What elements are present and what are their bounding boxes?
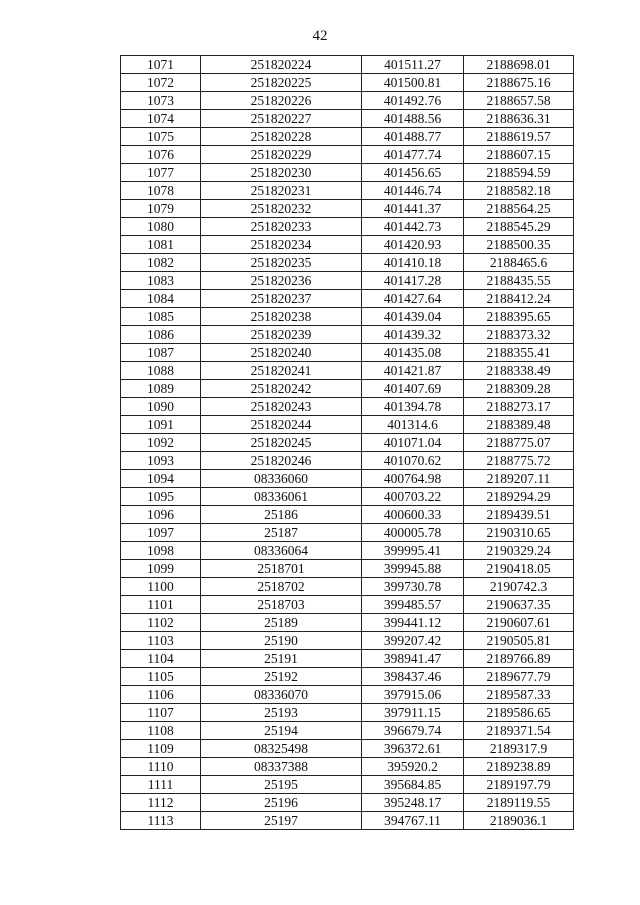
x-coordinate-cell: 398941.47: [362, 650, 464, 668]
table-row: [121, 92, 574, 110]
table-row: [121, 740, 574, 758]
table-row: [121, 578, 574, 596]
x-coordinate-cell: 400764.98: [362, 470, 464, 488]
x-coordinate-cell: 399995.41: [362, 542, 464, 560]
table-row: [121, 164, 574, 182]
x-coordinate-cell: 395684.85: [362, 776, 464, 794]
table-row: [121, 812, 574, 830]
y-coordinate-cell: 2188675.16: [464, 74, 574, 92]
y-coordinate-cell: 2188775.07: [464, 434, 574, 452]
point-id-cell: 251820246: [201, 452, 362, 470]
y-coordinate-cell: 2188619.57: [464, 128, 574, 146]
y-coordinate-cell: 2189766.89: [464, 650, 574, 668]
table-row: [121, 596, 574, 614]
x-coordinate-cell: 399945.88: [362, 560, 464, 578]
point-id-cell: 251820240: [201, 344, 362, 362]
table-row: [121, 146, 574, 164]
table-row: [121, 794, 574, 812]
row-number-cell: 1107: [121, 704, 201, 722]
point-id-cell: 25197: [201, 812, 362, 830]
table-row: [121, 488, 574, 506]
table-body: [121, 56, 574, 830]
point-id-cell: 25195: [201, 776, 362, 794]
point-id-cell: 08325498: [201, 740, 362, 758]
y-coordinate-cell: 2189586.65: [464, 704, 574, 722]
y-coordinate-cell: 2188564.25: [464, 200, 574, 218]
x-coordinate-cell: 399441.12: [362, 614, 464, 632]
row-number-cell: 1112: [121, 794, 201, 812]
point-id-cell: 25193: [201, 704, 362, 722]
point-id-cell: 251820234: [201, 236, 362, 254]
point-id-cell: 251820236: [201, 272, 362, 290]
x-coordinate-cell: 401488.77: [362, 128, 464, 146]
row-number-cell: 1096: [121, 506, 201, 524]
point-id-cell: 2518701: [201, 560, 362, 578]
table-row: [121, 452, 574, 470]
row-number-cell: 1111: [121, 776, 201, 794]
y-coordinate-cell: 2188607.15: [464, 146, 574, 164]
point-id-cell: 25189: [201, 614, 362, 632]
point-id-cell: 08336064: [201, 542, 362, 560]
table-row: [121, 182, 574, 200]
row-number-cell: 1085: [121, 308, 201, 326]
row-number-cell: 1088: [121, 362, 201, 380]
table-row: [121, 704, 574, 722]
table-row: [121, 218, 574, 236]
x-coordinate-cell: 397915.06: [362, 686, 464, 704]
point-id-cell: 251820235: [201, 254, 362, 272]
x-coordinate-cell: 401314.6: [362, 416, 464, 434]
y-coordinate-cell: 2189238.89: [464, 758, 574, 776]
x-coordinate-cell: 401410.18: [362, 254, 464, 272]
y-coordinate-cell: 2189036.1: [464, 812, 574, 830]
point-id-cell: 08336061: [201, 488, 362, 506]
row-number-cell: 1076: [121, 146, 201, 164]
x-coordinate-cell: 401439.32: [362, 326, 464, 344]
y-coordinate-cell: 2190607.61: [464, 614, 574, 632]
x-coordinate-cell: 401070.62: [362, 452, 464, 470]
x-coordinate-cell: 401420.93: [362, 236, 464, 254]
table-row: [121, 470, 574, 488]
y-coordinate-cell: 2188395.65: [464, 308, 574, 326]
y-coordinate-cell: 2188594.59: [464, 164, 574, 182]
x-coordinate-cell: 401439.04: [362, 308, 464, 326]
table-row: [121, 722, 574, 740]
y-coordinate-cell: 2190418.05: [464, 560, 574, 578]
row-number-cell: 1090: [121, 398, 201, 416]
table-row: [121, 650, 574, 668]
x-coordinate-cell: 401511.27: [362, 56, 464, 74]
table-row: [121, 686, 574, 704]
table-row: [121, 506, 574, 524]
y-coordinate-cell: 2188582.18: [464, 182, 574, 200]
point-id-cell: 251820227: [201, 110, 362, 128]
y-coordinate-cell: 2189371.54: [464, 722, 574, 740]
y-coordinate-cell: 2188412.24: [464, 290, 574, 308]
table-row: [121, 614, 574, 632]
table-row: [121, 290, 574, 308]
row-number-cell: 1113: [121, 812, 201, 830]
y-coordinate-cell: 2188273.17: [464, 398, 574, 416]
x-coordinate-cell: 401427.64: [362, 290, 464, 308]
x-coordinate-cell: 401394.78: [362, 398, 464, 416]
y-coordinate-cell: 2188373.32: [464, 326, 574, 344]
row-number-cell: 1077: [121, 164, 201, 182]
table-row: [121, 416, 574, 434]
row-number-cell: 1094: [121, 470, 201, 488]
x-coordinate-cell: 395248.17: [362, 794, 464, 812]
table-row: [121, 128, 574, 146]
y-coordinate-cell: 2189317.9: [464, 740, 574, 758]
row-number-cell: 1104: [121, 650, 201, 668]
point-id-cell: 25191: [201, 650, 362, 668]
y-coordinate-cell: 2188657.58: [464, 92, 574, 110]
table-row: [121, 398, 574, 416]
x-coordinate-cell: 396679.74: [362, 722, 464, 740]
y-coordinate-cell: 2190742.3: [464, 578, 574, 596]
y-coordinate-cell: 2188355.41: [464, 344, 574, 362]
point-id-cell: 251820228: [201, 128, 362, 146]
row-number-cell: 1082: [121, 254, 201, 272]
row-number-cell: 1071: [121, 56, 201, 74]
row-number-cell: 1079: [121, 200, 201, 218]
table-row: [121, 56, 574, 74]
point-id-cell: 2518702: [201, 578, 362, 596]
table-row: [121, 254, 574, 272]
row-number-cell: 1074: [121, 110, 201, 128]
point-id-cell: 251820245: [201, 434, 362, 452]
y-coordinate-cell: 2189439.51: [464, 506, 574, 524]
point-id-cell: 25192: [201, 668, 362, 686]
y-coordinate-cell: 2188636.31: [464, 110, 574, 128]
table-row: [121, 74, 574, 92]
x-coordinate-cell: 401435.08: [362, 344, 464, 362]
point-id-cell: 2518703: [201, 596, 362, 614]
y-coordinate-cell: 2189587.33: [464, 686, 574, 704]
row-number-cell: 1084: [121, 290, 201, 308]
x-coordinate-cell: 401446.74: [362, 182, 464, 200]
table-row: [121, 524, 574, 542]
row-number-cell: 1078: [121, 182, 201, 200]
x-coordinate-cell: 401442.73: [362, 218, 464, 236]
point-id-cell: 251820230: [201, 164, 362, 182]
row-number-cell: 1095: [121, 488, 201, 506]
row-number-cell: 1097: [121, 524, 201, 542]
row-number-cell: 1075: [121, 128, 201, 146]
point-id-cell: 25186: [201, 506, 362, 524]
point-id-cell: 251820231: [201, 182, 362, 200]
x-coordinate-cell: 400005.78: [362, 524, 464, 542]
table-row: [121, 758, 574, 776]
row-number-cell: 1091: [121, 416, 201, 434]
y-coordinate-cell: 2188338.49: [464, 362, 574, 380]
point-id-cell: 25194: [201, 722, 362, 740]
point-id-cell: 25196: [201, 794, 362, 812]
y-coordinate-cell: 2190310.65: [464, 524, 574, 542]
y-coordinate-cell: 2188389.48: [464, 416, 574, 434]
table-row: [121, 632, 574, 650]
row-number-cell: 1101: [121, 596, 201, 614]
table-row: [121, 380, 574, 398]
row-number-cell: 1093: [121, 452, 201, 470]
row-number-cell: 1105: [121, 668, 201, 686]
row-number-cell: 1086: [121, 326, 201, 344]
point-id-cell: 251820237: [201, 290, 362, 308]
row-number-cell: 1081: [121, 236, 201, 254]
row-number-cell: 1110: [121, 758, 201, 776]
y-coordinate-cell: 2189294.29: [464, 488, 574, 506]
y-coordinate-cell: 2188309.28: [464, 380, 574, 398]
x-coordinate-cell: 401407.69: [362, 380, 464, 398]
table-row: [121, 434, 574, 452]
x-coordinate-cell: 401492.76: [362, 92, 464, 110]
y-coordinate-cell: 2189119.55: [464, 794, 574, 812]
x-coordinate-cell: 401417.28: [362, 272, 464, 290]
point-id-cell: 251820225: [201, 74, 362, 92]
x-coordinate-cell: 401421.87: [362, 362, 464, 380]
point-id-cell: 25187: [201, 524, 362, 542]
point-id-cell: 08337388: [201, 758, 362, 776]
y-coordinate-cell: 2188500.35: [464, 236, 574, 254]
table-row: [121, 362, 574, 380]
point-id-cell: 08336060: [201, 470, 362, 488]
x-coordinate-cell: 399207.42: [362, 632, 464, 650]
row-number-cell: 1102: [121, 614, 201, 632]
point-id-cell: 251820242: [201, 380, 362, 398]
row-number-cell: 1080: [121, 218, 201, 236]
x-coordinate-cell: 401456.65: [362, 164, 464, 182]
row-number-cell: 1108: [121, 722, 201, 740]
table-row: [121, 308, 574, 326]
table-row: [121, 200, 574, 218]
x-coordinate-cell: 400703.22: [362, 488, 464, 506]
row-number-cell: 1089: [121, 380, 201, 398]
point-id-cell: 251820226: [201, 92, 362, 110]
point-id-cell: 251820232: [201, 200, 362, 218]
table-row: [121, 110, 574, 128]
x-coordinate-cell: 401500.81: [362, 74, 464, 92]
y-coordinate-cell: 2190505.81: [464, 632, 574, 650]
y-coordinate-cell: 2188435.55: [464, 272, 574, 290]
x-coordinate-cell: 399730.78: [362, 578, 464, 596]
row-number-cell: 1092: [121, 434, 201, 452]
row-number-cell: 1083: [121, 272, 201, 290]
row-number-cell: 1087: [121, 344, 201, 362]
table-row: [121, 560, 574, 578]
point-id-cell: 08336070: [201, 686, 362, 704]
y-coordinate-cell: 2189677.79: [464, 668, 574, 686]
page-number: 42: [312, 28, 328, 44]
row-number-cell: 1103: [121, 632, 201, 650]
y-coordinate-cell: 2190637.35: [464, 596, 574, 614]
x-coordinate-cell: 394767.11: [362, 812, 464, 830]
x-coordinate-cell: 400600.33: [362, 506, 464, 524]
x-coordinate-cell: 395920.2: [362, 758, 464, 776]
table-row: [121, 542, 574, 560]
y-coordinate-cell: 2188545.29: [464, 218, 574, 236]
row-number-cell: 1098: [121, 542, 201, 560]
point-id-cell: 251820238: [201, 308, 362, 326]
table-row: [121, 272, 574, 290]
x-coordinate-cell: 401477.74: [362, 146, 464, 164]
y-coordinate-cell: 2189207.11: [464, 470, 574, 488]
point-id-cell: 251820244: [201, 416, 362, 434]
x-coordinate-cell: 401071.04: [362, 434, 464, 452]
row-number-cell: 1072: [121, 74, 201, 92]
y-coordinate-cell: 2190329.24: [464, 542, 574, 560]
point-id-cell: 251820239: [201, 326, 362, 344]
x-coordinate-cell: 401488.56: [362, 110, 464, 128]
x-coordinate-cell: 396372.61: [362, 740, 464, 758]
point-id-cell: 251820241: [201, 362, 362, 380]
y-coordinate-cell: 2188698.01: [464, 56, 574, 74]
y-coordinate-cell: 2189197.79: [464, 776, 574, 794]
point-id-cell: 251820233: [201, 218, 362, 236]
point-id-cell: 251820229: [201, 146, 362, 164]
point-id-cell: 251820243: [201, 398, 362, 416]
row-number-cell: 1106: [121, 686, 201, 704]
row-number-cell: 1109: [121, 740, 201, 758]
x-coordinate-cell: 401441.37: [362, 200, 464, 218]
y-coordinate-cell: 2188465.6: [464, 254, 574, 272]
row-number-cell: 1073: [121, 92, 201, 110]
x-coordinate-cell: 397911.15: [362, 704, 464, 722]
table-row: [121, 776, 574, 794]
table-row: [121, 344, 574, 362]
table-row: [121, 236, 574, 254]
table-row: [121, 668, 574, 686]
point-id-cell: 251820224: [201, 56, 362, 74]
y-coordinate-cell: 2188775.72: [464, 452, 574, 470]
table-row: [121, 326, 574, 344]
coordinates-table: [120, 55, 574, 830]
point-id-cell: 25190: [201, 632, 362, 650]
x-coordinate-cell: 398437.46: [362, 668, 464, 686]
row-number-cell: 1100: [121, 578, 201, 596]
x-coordinate-cell: 399485.57: [362, 596, 464, 614]
row-number-cell: 1099: [121, 560, 201, 578]
